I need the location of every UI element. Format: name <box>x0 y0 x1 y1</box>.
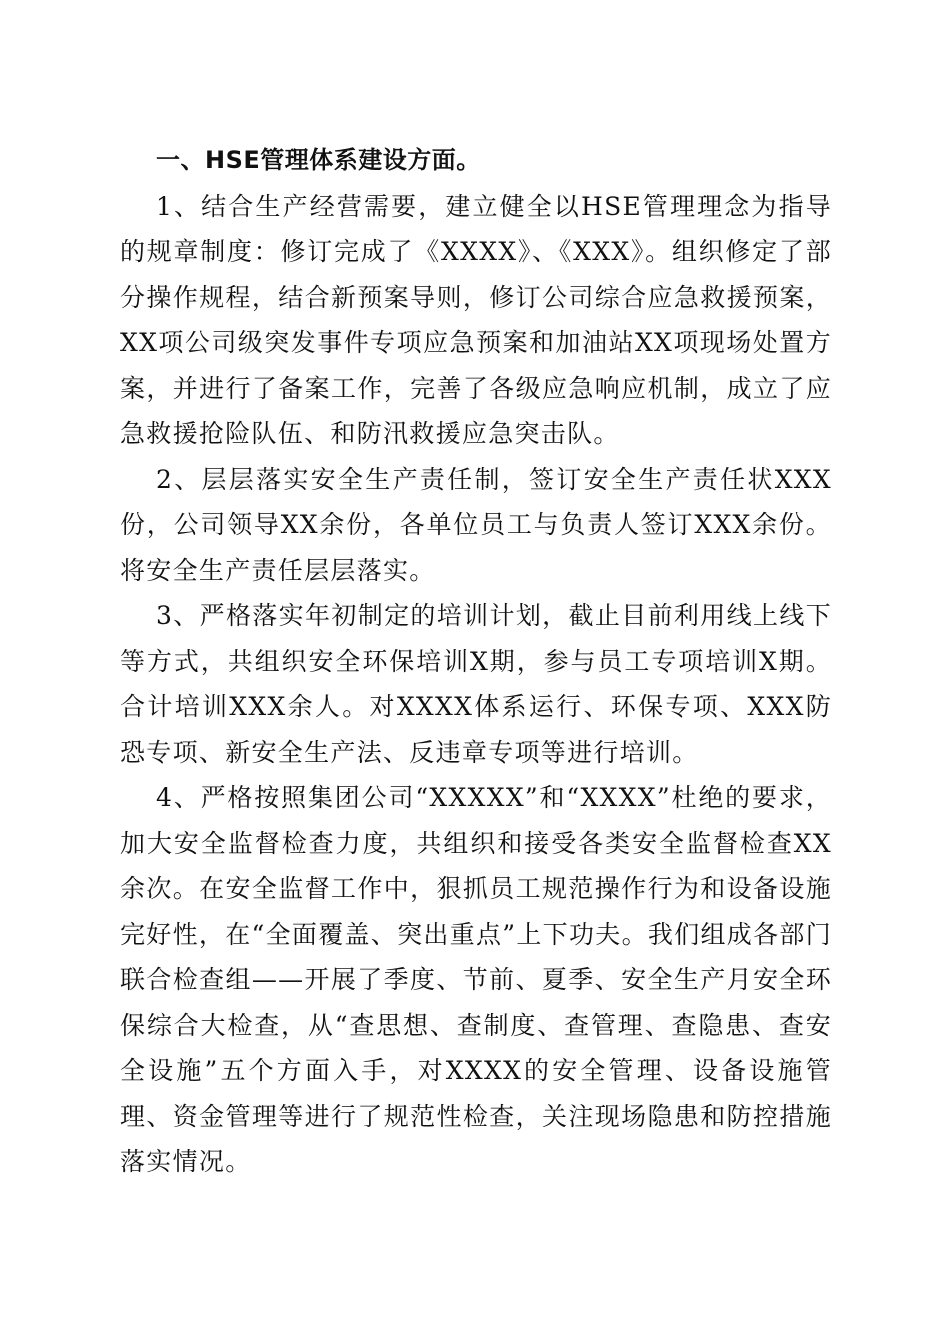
section-heading: 一、HSE管理体系建设方面。 <box>156 146 481 174</box>
document-body <box>120 138 832 1185</box>
paragraph-2: 2、层层落实安全生产责任制，签订安全生产责任状XXX份，公司领导XX余份，各单位员工与负责人签订XXX余份。将安全生产责任层层落实。 <box>120 464 832 585</box>
paragraph-1: 1、结合生产经营需要，建立健全以HSE管理理念为指导的规章制度：修订完成了《XXXX》、《XXX》。组织修定了部分操作规程，结合新预案导则，修订公司综合应急救援预案，XX项公司级突发事件专项应急预案和加油站XX项现场处置方案，并进行了备案工作，完善了各级应急响应机制，成立了应急救援抢险队伍、和防汛救援应急突击队。 <box>120 191 832 448</box>
paragraph-3: 3、严格落实年初制定的培训计划，截止目前利用线上线下等方式，共组织安全环保培训X期，参与员工专项培训X期。合计培训XXX余人。对XXXX体系运行、环保专项、XXX防恐专项、新安全生产法、反违章专项等进行培训。 <box>120 601 832 767</box>
paragraph-4: 4、严格按照集团公司“XXXXX”和“XXXX”杜绝的要求，加大安全监督检查力度，共组织和接受各类安全监督检查XX余次。在安全监督工作中，狠抓员工规范操作行为和设备设施完好性，在“全面覆盖、突出重点”上下功夫。我们组成各部门联合检查组——开展了季度、节前、夏季、安全生产月安全环保综合大检查，从“查思想、查制度、查管理、查隐患、查安全设施”五个方面入手，对XXXX的安全管理、设备设施管理、资金管理等进行了规范性检查，关注现场隐患和防控措施落实情况。 <box>120 783 832 1176</box>
